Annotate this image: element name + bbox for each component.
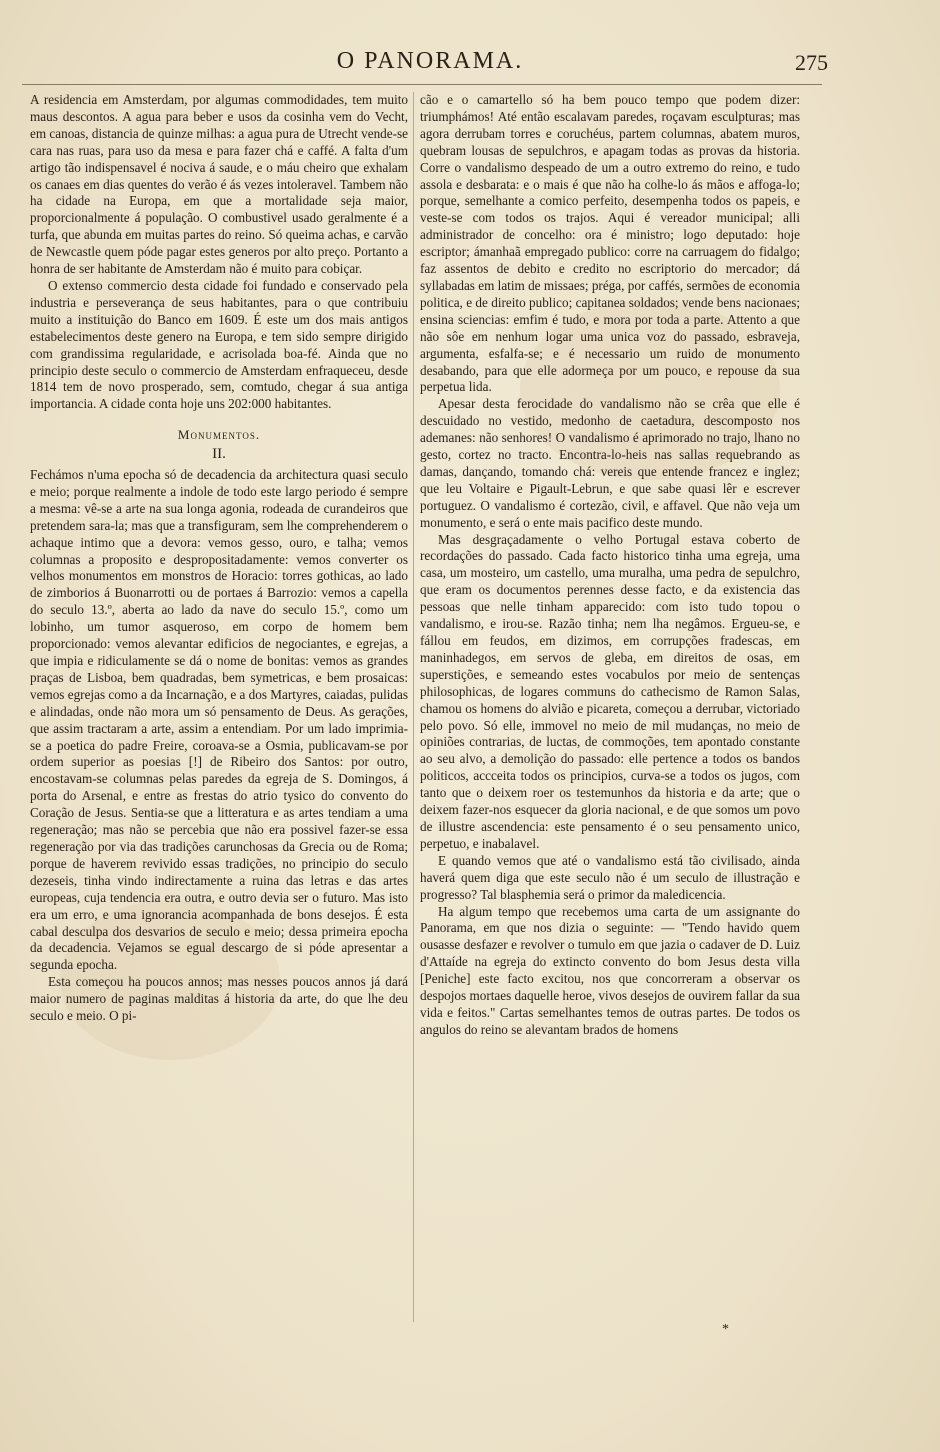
paragraph: Fechámos n'uma epocha só de decadencia da architectura quasi seculo e meio; porque realmente a indole de todo este largo periodo é sempre a mesma: vê-se a arte na sua longa agonia, rodeada de curandeiros que pretendem sara-la; mas que a transfiguram, sem lhe comprehenderem o achaque intimo que a devora: vemos gesso, ouro, e talha; vemos columnas a proposito e despropositadamente: vemos converter os velhos monumentos em monstros de Horacio: torres gothicas, ao lado de zimborios á Buonarrotti ou de portaes á Barrozio: vemos a capella do seculo 13.º, aberta ao lado da nave do seculo 15.º, como um lobinho, um tumor asqueroso, em corpo de homem bem proporcionado: vemos alevantar edificios de negociantes, e egrejas, a que impia e ridiculamente se dá o nome de bonitas: vemos as grandes praças de Lisboa, bem quadradas, bem symetricas, e bem prosaicas: vemos egrejas como a da Incarnação, e a dos Martyres, caiadas, pulidas e alindadas, onde não mora um só pensamento de Deus. As gerações, que assim tractaram a arte, assim a entendiam. Por um lado imprimia-se a poetica do padre Freire, coroava-se a Osmia, publicavam-se por ordem superior as poesias [!] de Ribeiro dos Santos: por outro, encostavam-se columnas pelas paredes da egreja de S. Domingos, á porta do Arsenal, e entre as frestas do atrio tysico do convento do Coração de Jesus. Sentia-se que a litteratura e as artes tendiam a uma regeneração; mas não se percebia que não era possivel fazer-se essa regeneração por via das tradições carunchosas da Grecia ou de Roma; porque de haverem revivido essas tradições, no principio do seculo dezeseis, tinha vindo indirectamente a ruina das letras e das artes europeas, cuja tendencia era outra, e outro devia ser o futuro. Mas isto era um erro, e uma ignorancia acompanhada de bons desejos. É esta cabal desculpa dos desvarios de seculo e meio; dessa primeira epocha da decadencia. Vejamos se egual descargo de si póde apresentar a segunda epocha.	[30, 467, 408, 973]
section-heading: Monumentos.	[177, 427, 261, 443]
paragraph: O extenso commercio desta cidade foi fundado e conservado pela industria e perseverança de seus habitantes, para o que contribuiu muito a instituição do Banco em 1609. É este um dos mais antigos estabelecimentos deste genero na Europa, e tem sido sempre dirigido com grandissima regularidade, e acrisolada boa-fé. Ainda que no principio deste seculo o commercio de Amsterdam enfraqueceu, desde 1814 tem de novo prosperado, sem, comtudo, chegar á sua antiga importancia. A cidade conta hoje uns 202:000 habitantes.	[30, 277, 408, 412]
column-divider	[413, 92, 414, 1322]
paragraph: Apesar desta ferocidade do vandalismo não se crêa que elle é descuidado no vestido, medonho de caetadura, descomposto nos ademanes: não senhores! O vandalismo é aprimorado no trajo, lhano no gesto, cortez no tracto. Encontra-lo-heis nas sallas requebrando as damas, dançando, tomando chá: vereis que entende francez e inglez; que leu Voltaire e Pigault-Lebrun, e que sabe quasi lêr e escrever portuguez. O vandalismo é cortezão, civil, e affavel. Que não veja um monumento, e será o ente mais pacifico deste mundo.	[420, 396, 800, 530]
paragraph: A residencia em Amsterdam, por algumas commodidades, tem muito maus descontos. A agua para beber e usos da cosinha vem do Vecht, em canoas, distancia de quinze milhas: a agua pura de Utrecht vende-se cara nas ruas, para uso da mesa e para fazer chá e caffé. A falta d'um artigo tão indispensavel é nociva á saude, e o máu cheiro que exhalam os canaes em dias quentes do verão é ás vezes intoleravel. Tambem não ha cidade na Europa, em que a mortalidade seja maior, proporcionalmente á população. O combustivel usado geralmente é a turfa, que abunda em muitas partes do reino. Só queima achas, e carvão de Newcastle quem póde pagar estes generos por alto preço. Portanto a honra de ser habitante de Amsterdam não é muito para cobiçar.	[30, 92, 408, 277]
paragraph: Ha algum tempo que recebemos uma carta de um assignante do Panorama, em que nos dizia o seguinte: — "Tendo havido quem ousasse desfazer e revolver o tumulo em que jazia o cadaver de D. Luiz d'Attaíde na egreja do extincto convento do bom Jesus desta villa [Peniche] este facto excitou, nos que concorreram a observar os despojos mortaes daquelle heroe, vivos desejos de ouvirem fallar da sua vida e feitos." Cartas semelhantes temos de outras partes. De todos os angulos do reino se alevantam brados de homens	[420, 903, 800, 1037]
page-header	[0, 48, 940, 84]
header-rule	[22, 84, 822, 85]
paragraph: Mas desgraçadamente o velho Portugal estava coberto de recordações do passado. Cada facto historico tinha uma egreja, uma casa, um mosteiro, um castello, uma muralha, uma pedra de sepulchro, que eram os documentos perennes desse facto, e da existencia das pessoas que nelle tinham apparecido: com isto tudo topou o vandalismo, e irou-se. Razão tinha; nem lha negâmos. Ergueu-se, e fállou em feudos, em dizimos, em corrupções fradescas, em maninhadegos, em servos de gleba, em direitos de osas, em superstições, e semeando estes vocabulos por meio de sentenças philosophicas, de logares communs do cathecismo de Ramon Salas, chamou os homens do alvião e picareta, começou a derrubar, victoriado pelo povo. Só elle, immovel no meio de mil mudanças, no meio de opiniões contrarias, de luctas, de commoções, tem apontado constante ao seu alvo, a demolição do passado: elle pertence a todos os bandos politicos, accceita todos os principios, curva-se a todos os jugos, com tanto que o deixem roer os testemunhos da historia e da arte; que o deixem fazer-nos esquecer da gloria nacional, e de que somos um povo de illustre ascendencia: este pensamento é o seu pensamento unico, perpetuo, e inabalavel.	[420, 531, 800, 851]
page-number: 275	[795, 50, 828, 75]
publication-title: O PANORAMA.	[336, 48, 524, 74]
paragraph: Esta começou ha poucos annos; mas nesses poucos annos já dará maior numero de paginas malditas á historia da arte, do que lhe deu seculo e meio. O pi-	[30, 974, 408, 1024]
paragraph: cão e o camartello só ha bem pouco tempo que podem dizer: triumphámos! Até então escalavam paredes, roçavam esculpturas; mas agora derrubam torres e coruchéus, partem columnas, abatem muros, quebram lousas de sepulchros, e apagam todas as provas da historia. Corre o vandalismo despeado de um a outro extremo do reino, e tudo assola e desbarata: e o mais é que não ha colhe-lo ás mãos e affoga-lo; porque, semelhante a comico perfeito, desempenha todos os papeis, e veste-se com todos os trajos. Aqui é vereador municipal; alli administrador de concelho: ora é ministro; logo deputado: hoje escriptor; ámanhaã empregado publico: corre na carruagem do fidalgo; faz assentos de debito e credito no escriptorio do mercador; dá syllabadas em latim de missaes; préga, por caffés, sermões de economia politica, e de direito publico; capitanea soldados; vende bens nacionaes; ensina sciencias: emfim é tudo, e mora por toda a parte. Attento a que não sôe em nenhum logar uma unica voz do passado, esbraveja, argumenta, esfalfa-se; e é necessario um ruido de monumento desabando, para que elle adormeça por um pouco, e repouse da sua perpetua lida.	[420, 92, 800, 395]
signature-mark: *	[722, 1322, 729, 1337]
paragraph: E quando vemos que até o vandalismo está tão civilisado, ainda haverá quem diga que este seculo não é um seculo de illustração e progresso? Tal blasphemia será o primor da maledicencia.	[420, 852, 800, 902]
left-column	[30, 92, 408, 1025]
right-column	[420, 92, 800, 1039]
section-number: II.	[212, 446, 226, 463]
